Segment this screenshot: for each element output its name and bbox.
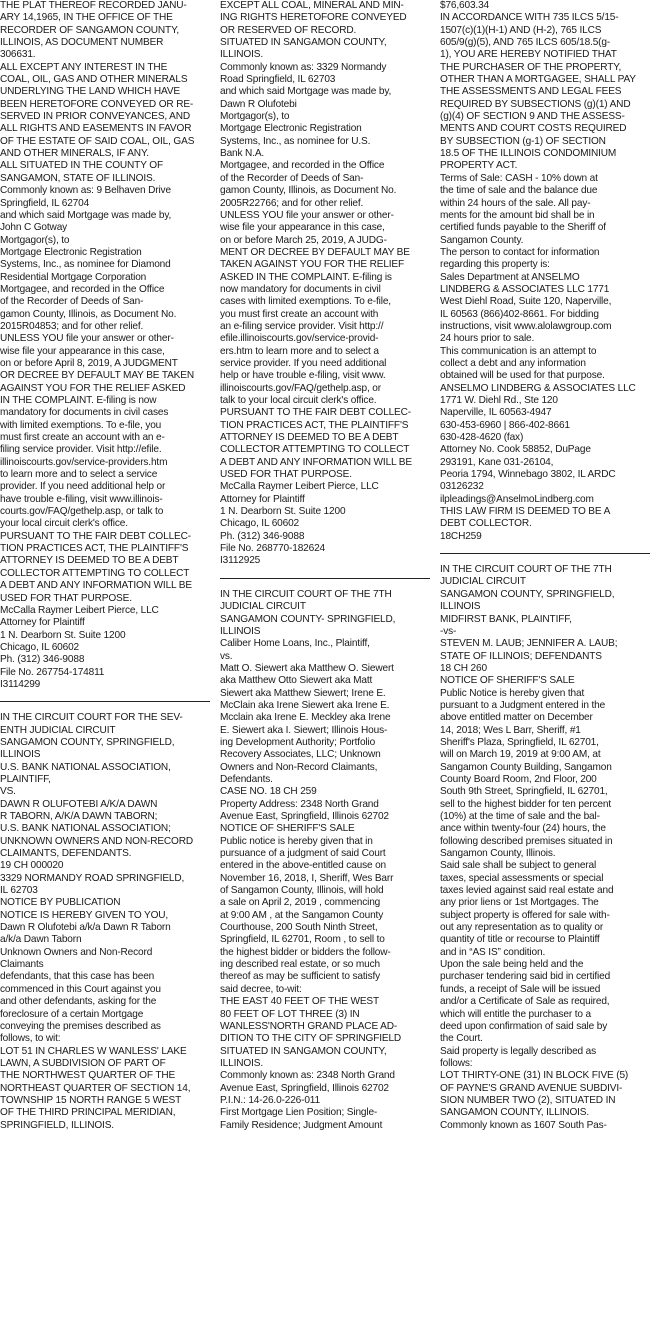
notice-text-line: SITUATED IN SANGAMON COUNTY, (220, 37, 387, 49)
notice-text-line: PROPERTY ACT. (440, 160, 518, 172)
notice-text-line: R TABORN, A/K/A DAWN TABORN; (0, 811, 158, 822)
notice-text-line: BEEN HERETOFORE CONVEYED OR RE- (0, 98, 194, 110)
notice-text-line: The person to contact for information (440, 246, 600, 258)
notice-text-line: PURSUANT TO THE FAIR DEBT COLLEC- (220, 407, 411, 419)
notice-text-line: OTHER THAN A MORTGAGEE, SHALL PAY (440, 74, 636, 86)
notice-text-line: Road Springfield, IL 62703 (220, 74, 336, 86)
notice-text-line: LINDBERG & ASSOCIATES LLC 1771 (440, 283, 610, 295)
notice-text-line: a sale on April 2, 2019 , commencing (220, 897, 381, 909)
notice-text-line: cases with limited exemptions. To e-file, (220, 296, 391, 308)
notice-text-line: and/or a Certificate of Sale as required, (440, 996, 610, 1008)
notice-text-line: Upon the sale being held and the (440, 959, 584, 971)
notice-text-line: instructions, visit www.alolawgroup.com (440, 320, 612, 332)
notice-text-line: IN THE CIRCUIT COURT OF THE 7TH (220, 588, 392, 600)
notice-text-line: at 9:00 AM , at the Sangamon County (220, 909, 384, 921)
notice-text-line: MENT OR DECREE BY DEFAULT MAY BE (220, 246, 410, 258)
notice-text-line: OR DECREE BY DEFAULT MAY BE TAKEN (0, 370, 194, 382)
notice-text-line: 1 N. Dearborn St. Suite 1200 (220, 506, 346, 518)
notice-text-line: Peoria 1794, Winnebago 3802, IL ARDC (440, 469, 616, 481)
notice-text-line: conveying the premises described as (0, 1020, 161, 1032)
notice-text-line: 03126232 (440, 481, 484, 493)
notice-text-line: SANGAMON COUNTY, SPRINGFIELD, (0, 736, 175, 748)
notice-text-line: follows, to wit: (0, 1033, 61, 1045)
legal-notice (440, 564, 652, 1132)
legal-notice (440, 0, 652, 543)
notice-text-line: 630-453-6960 | 866-402-8661 (440, 419, 570, 431)
notice-text-line: DEBT COLLECTOR. (440, 518, 532, 530)
notice-text-line: USED FOR THAT PURPOSE. (220, 469, 352, 481)
notice-text-line: THIS LAW FIRM IS DEEMED TO BE A (440, 506, 611, 518)
notice-divider (440, 553, 650, 554)
notice-text-line: efile.illinoiscourts.gov/service-provid- (220, 333, 379, 345)
notice-text-line: aka Matthew Otto Siewert aka Matt (220, 675, 373, 687)
notice-text-line: illinoiscourts.gov/FAQ/gethelp.asp, or (220, 382, 381, 394)
notice-text-line: Matt O. Siewert aka Matthew O. Siewert (220, 662, 394, 674)
notice-text-line: illinoiscourts.gov/service-providers.htm (0, 456, 168, 468)
notice-text-line: WANLESS'NORTH GRAND PLACE AD- (220, 1020, 398, 1032)
notice-text-line: (g)(4) OF SECTION 9 AND THE ASSESS- (440, 111, 625, 123)
notice-text-line: McClain aka Irene Siewert aka Irene E. (220, 699, 390, 711)
notice-text-line: above entitled matter on December (440, 712, 593, 724)
notice-text-line: This communication is an attempt to (440, 345, 597, 357)
notice-text-line: THE EAST 40 FEET OF THE WEST (220, 996, 380, 1008)
notice-text-line: IN THE CIRCUIT COURT OF THE 7TH (440, 564, 612, 576)
notice-text-line: Mortgagee, and recorded in the Office (0, 283, 165, 295)
notice-text-line: SITUATED IN SANGAMON COUNTY, (220, 1045, 387, 1057)
notice-text-line: LOT THIRTY-ONE (31) IN BLOCK FIVE (5) (440, 1070, 629, 1082)
notice-text-line: SANGAMON COUNTY, SPRINGFIELD, (440, 588, 615, 600)
notice-text-line: File No. 268770-182624 (220, 543, 326, 555)
notice-text-line: ALL SITUATED IN THE COUNTY OF (0, 160, 163, 172)
notice-text-line: DAWN R OLUFOTEBI A/K/A DAWN (0, 798, 158, 810)
notice-text-line: Claimants (0, 959, 44, 971)
notice-text-line: BY SUBSECTION (g-1) OF SECTION (440, 135, 606, 147)
notice-text-line: John C Gotway (0, 222, 68, 234)
notice-text-line: Mortgage Electronic Registration (0, 246, 142, 258)
notice-text-line: vs. (220, 650, 233, 662)
notice-text-line: Chicago, IL 60602 (0, 641, 80, 653)
notice-text-line: Residential Mortgage Corporation (0, 271, 147, 283)
notice-text-line: SERVED IN PRIOR CONVEYANCES, AND (0, 111, 191, 123)
notice-text-line: COLLECTOR ATTEMPTING TO COLLECT (220, 444, 410, 456)
notice-text-line: JUDICIAL CIRCUIT (220, 601, 306, 613)
notice-divider (0, 701, 210, 702)
notice-text-line: Mcclain aka Irene E. Meckley aka Irene (220, 712, 391, 724)
column-3 (440, 0, 652, 1332)
notice-text-line: filing service provider. Visit http://efile. (0, 444, 162, 456)
notice-text-line: wise file your appearance in this case, (0, 345, 165, 357)
notice-text-line: sell to the highest bidder for ten percent (440, 798, 612, 810)
notice-text-line: NOTICE IS HEREBY GIVEN TO YOU, (0, 909, 169, 921)
notice-text-line: I3114299 (0, 678, 41, 690)
notice-text-line: Attorney for Plaintiff (0, 617, 85, 629)
notice-text-line: OF THE ESTATE OF SAID COAL, OIL, GAS (0, 135, 195, 147)
notice-text-line: A DEBT AND ANY INFORMATION WILL BE (220, 456, 412, 468)
notice-text-line: Sales Department at ANSELMO (440, 271, 580, 283)
notice-text-line: ing described real estate, or so much (220, 959, 380, 971)
notice-text-line: McCalla Raymer Leibert Pierce, LLC (220, 481, 379, 493)
notice-text-line: AND OTHER MINERALS, IF ANY. (0, 148, 149, 160)
notice-text-line: taxes levied against said real estate and (440, 885, 614, 897)
notice-text-line: LAWN, A SUBDIVISION OF PART OF (0, 1057, 166, 1069)
notice-text-line: of the Recorder of Deeds of San- (220, 172, 364, 184)
notice-text-line: DITION TO THE CITY OF SPRINGFIELD (220, 1033, 402, 1045)
legal-notice (0, 712, 212, 1132)
notice-text-line: IL 62703 (0, 885, 38, 897)
notice-text-line: ing Development Authority; Portfolio (220, 736, 376, 748)
notice-text-line: Systems, Inc., as nominee for U.S. (220, 135, 371, 147)
notice-text-line: THE NORTHWEST QUARTER OF THE (0, 1070, 176, 1082)
notice-text-line: out any representation as to quality or (440, 922, 604, 934)
notice-text-line: Family Residence; Judgment Amount (220, 1119, 383, 1131)
notice-text-line: South 9th Street, Springfield, IL 62701, (440, 786, 608, 798)
notice-text-line: Avenue East, Springfield, Illinois 62702 (220, 1082, 389, 1094)
notice-text-line: must first create an account with an e- (0, 432, 165, 444)
notice-text-line: Sheriff's Plaza, Springfield, IL 62701, (440, 736, 599, 748)
notice-text-line: TION PRACTICES ACT, THE PLAINTIFF'S (0, 543, 189, 555)
notice-text-line: RECORDER OF SANGAMON COUNTY, (0, 24, 179, 36)
notice-text-line: REQUIRED BY SUBSECTIONS (g)(1) AND (440, 98, 631, 110)
notice-text-line: Defendants. (220, 773, 273, 785)
notice-text-line: SION NUMBER TWO (2), SITUATED IN (440, 1094, 616, 1106)
notice-text-line: THE PURCHASER OF THE PROPERTY, (440, 61, 622, 73)
notice-text-line: subject property is offered for sale with- (440, 909, 610, 921)
notice-text-line: E. Siewert aka I. Siewert; Illinois Hous- (220, 724, 388, 736)
notice-text-line: Mortgagee, and recorded in the Office (220, 160, 385, 172)
notice-text-line: Ph. (312) 346-9088 (0, 654, 85, 666)
notice-text-line: 18 CH 260 (440, 662, 487, 674)
notice-text-line: OR RESERVED OF RECORD. (220, 24, 357, 36)
notice-text-line: 293191, Kane 031-26104, (440, 456, 554, 468)
notice-text-line: said decree, to-wit: (220, 983, 302, 995)
notice-text-line: on or before April 8, 2019, A JUDGMENT (0, 357, 178, 369)
notice-text-line: ENTH JUDICIAL CIRCUIT (0, 724, 116, 736)
notice-text-line: ILLINOIS (220, 625, 261, 637)
notice-text-line: pursuant to a Judgment entered in the (440, 699, 606, 711)
notice-text-line: ilpleadings@AnselmoLindberg.com (440, 493, 594, 505)
notice-text-line: Said property is legally described as (440, 1045, 597, 1057)
notice-text-line: Springfield, IL 62704 (0, 197, 90, 209)
notice-text-line: Mortgagor(s), to (220, 111, 290, 123)
notice-text-line: mandatory for documents in civil cases (0, 407, 169, 419)
notice-text-line: UNKNOWN OWNERS AND NON-RECORD (0, 835, 194, 847)
legal-notice (220, 0, 432, 568)
notice-text-line: 2005R22766; and for other relief. (220, 197, 364, 209)
notice-text-line: the time of sale and the balance due (440, 185, 598, 197)
notice-text-line: NOTICE OF SHERIFF'S SALE (440, 675, 575, 687)
notice-text-line: ATTORNEY IS DEEMED TO BE A DEBT (0, 555, 179, 567)
notice-text-line: Mortgagor(s), to (0, 234, 70, 246)
notice-text-line: Owners and Non-Record Claimants, (220, 761, 378, 773)
notice-text-line: defendants, that this case has been (0, 971, 155, 983)
notice-text-line: Commonly known as: 9 Belhaven Drive (0, 185, 171, 197)
notice-text-line: West Diehl Road, Suite 120, Naperville, (440, 296, 612, 308)
notice-text-line: 306631. (0, 49, 36, 61)
notice-text-line: quantity of title or recourse to Plaintiff (440, 934, 600, 946)
notice-text-line: 1507(c)(1)(H-1) AND (H-2), 765 ILCS (440, 24, 602, 36)
notice-text-line: provider. If you need additional help or (0, 481, 166, 493)
notice-text-line: Public notice is hereby given that in (220, 835, 373, 847)
notice-text-line: on or before March 25, 2019, A JUDG- (220, 234, 387, 246)
notice-text-line: 605/9(g)(5), AND 765 ILCS 605/18.5(g- (440, 37, 611, 49)
notice-text-line: (10%) at the time of sale and the bal- (440, 811, 600, 822)
notice-text-line: Mortgage Electronic Registration (220, 123, 362, 135)
notice-text-line: Terms of Sale: CASH - 10% down at (440, 172, 598, 184)
notice-text-line: ARY 14,1965, IN THE OFFICE OF THE (0, 12, 173, 24)
notice-text-line: your local circuit clerk's office. (0, 518, 128, 530)
notice-text-line: and other defendants, asking for the (0, 996, 157, 1008)
notice-text-line: 1771 W. Diehl Rd., Ste 120 (440, 395, 558, 406)
notice-text-line: 1), YOU ARE HEREBY NOTIFIED THAT (440, 49, 617, 61)
notice-text-line: deed upon confirmation of said sale by (440, 1020, 608, 1032)
notice-text-line: ANSELMO LINDBERG & ASSOCIATES LLC (440, 382, 636, 394)
notice-text-line: funds, a receipt of Sale will be issued (440, 983, 601, 995)
notice-text-line: Caliber Home Loans, Inc., Plaintiff, (220, 638, 370, 650)
notice-text-line: Avenue East, Springfield, Illinois 62702 (220, 811, 389, 822)
notice-text-line: TION PRACTICES ACT, THE PLAINTIFF'S (220, 419, 409, 431)
notice-text-line: foreclosure of a certain Mortgage (0, 1008, 144, 1020)
notice-text-line: Commonly known as: 2348 North Grand (220, 1070, 395, 1082)
notice-text-line: 24 hours prior to sale. (440, 333, 535, 345)
notice-text-line: THE ASSESSMENTS AND LEGAL FEES (440, 86, 622, 98)
notice-text-line: $76,603.34 (440, 0, 490, 11)
notice-text-line: Chicago, IL 60602 (220, 518, 300, 530)
notice-text-line: certified funds payable to the Sheriff of (440, 222, 606, 234)
notice-text-line: ance within twenty-four (24) hours, the (440, 823, 606, 835)
notice-text-line: ILLINOIS (0, 749, 41, 761)
notice-text-line: Recovery Associates, LLC; Unknown (220, 749, 381, 761)
notice-text-line: Springfield, IL 62701, Room , to sell to (220, 934, 385, 946)
notice-text-line: Dawn R Olufotebi a/k/a Dawn R Taborn (0, 922, 171, 934)
notice-text-line: with limited exemptions. To e-file, you (0, 419, 162, 431)
notice-text-line: First Mortgage Lien Position; Single- (220, 1107, 378, 1119)
notice-text-line: CASE NO. 18 CH 259 (220, 786, 317, 798)
notice-text-line: 18.5 OF THE ILLINOIS CONDOMINIUM (440, 148, 617, 160)
notice-text-line: Naperville, IL 60563-4947 (440, 407, 552, 419)
notice-text-line: Systems, Inc., as nominee for Diamond (0, 259, 171, 271)
notice-text-line: 80 FEET OF LOT THREE (3) IN (220, 1008, 360, 1020)
notice-text-line: NOTICE OF SHERIFF'S SALE (220, 823, 355, 835)
notice-text-line: ILLINOIS. (220, 49, 263, 61)
notice-text-line: have trouble e-filing, visit www.illinois- (0, 493, 163, 505)
notice-text-line: SPRINGFIELD, ILLINOIS. (0, 1119, 114, 1131)
notice-text-line: STATE OF ILLINOIS; DEFENDANTS (440, 650, 602, 662)
notice-text-line: and which said Mortgage was made by, (220, 86, 392, 98)
notice-text-line: EXCEPT ALL COAL, MINERAL AND MIN- (220, 0, 404, 11)
notice-text-line: ILLINOIS (440, 601, 481, 613)
notice-text-line: County Board Room, 2nd Floor, 200 (440, 773, 597, 785)
notice-text-line: the highest bidder or bidders the follow- (220, 946, 391, 958)
notice-text-line: ers.htm to learn more and to select a (220, 345, 379, 357)
notice-text-line: JUDICIAL CIRCUIT (440, 576, 526, 588)
notice-text-line: THE PLAT THEREOF RECORDED JANU- (0, 0, 187, 11)
notice-text-line: VS. (0, 786, 16, 798)
notice-text-line: taxes, special assessments or special (440, 872, 604, 884)
notice-text-line: commenced in this Court against you (0, 983, 161, 995)
notice-text-line: of Sangamon County, Illinois, will hold (220, 885, 384, 897)
notice-text-line: ALL RIGHTS AND EASEMENTS IN FAVOR (0, 123, 192, 135)
notice-text-line: P.I.N.: 14-26.0-226-011 (220, 1094, 320, 1106)
notice-text-line: PLAINTIFF, (0, 773, 51, 785)
notice-text-line: LOT 51 IN CHARLES W WANLESS' LAKE (0, 1045, 187, 1057)
notice-text-line: Siewert aka Matthew Siewert; Irene E. (220, 687, 386, 699)
notice-text-line: Commonly known as 1607 South Pas- (440, 1119, 607, 1131)
notice-text-line: 630-428-4620 (fax) (440, 432, 524, 444)
notice-text-line: you must first create an account with (220, 308, 379, 320)
notice-text-line: Attorney for Plaintiff (220, 493, 305, 505)
notice-text-line: gamon County, Illinois, as Document No. (0, 308, 177, 320)
notice-text-line: talk to your local circuit clerk's office. (220, 395, 377, 406)
notice-text-line: ALL EXCEPT ANY INTEREST IN THE (0, 61, 168, 73)
notice-text-line: which will entitle the purchaser to a (440, 1008, 591, 1020)
notice-text-line: IN THE CIRCUIT COURT FOR THE SEV- (0, 712, 183, 724)
notice-text-line: Bank N.A. (220, 148, 265, 160)
notice-text-line: COLLECTOR ATTEMPTING TO COLLECT (0, 567, 190, 579)
notice-text-line: COAL, OIL, GAS AND OTHER MINERALS (0, 74, 188, 86)
notice-text-line: help or have trouble e-filing, visit www. (220, 370, 386, 382)
notice-text-line: Dawn R Olufotebi (220, 98, 297, 110)
notice-text-line: Said sale shall be subject to general (440, 860, 597, 872)
notice-text-line: service provider. If you need additional (220, 357, 387, 369)
column-2 (220, 0, 432, 1332)
notice-text-line: 3329 NORMANDY ROAD SPRINGFIELD, (0, 872, 185, 884)
notice-text-line: SANGAMON COUNTY- SPRINGFIELD, (220, 613, 396, 625)
notice-text-line: pursuance of a judgment of said Court (220, 848, 386, 860)
notice-text-line: Ph. (312) 346-9088 (220, 530, 305, 542)
notice-text-line: U.S. BANK NATIONAL ASSOCIATION; (0, 823, 171, 835)
notice-text-line: obtained will be used for that purpose. (440, 370, 605, 382)
notice-text-line: and which said Mortgage was made by, (0, 209, 172, 221)
notice-text-line: wise file your appearance in this case, (220, 222, 385, 234)
notice-text-line: SANGAMON, STATE OF ILLINOIS. (0, 172, 156, 184)
notice-text-line: the Court. (440, 1033, 483, 1045)
notice-text-line: UNLESS YOU file your answer or other- (220, 209, 394, 221)
notice-text-line: SANGAMON COUNTY, ILLINOIS. (440, 1107, 590, 1119)
notice-text-line: Property Address: 2348 North Grand (220, 798, 379, 810)
notice-text-line: ING RIGHTS HERETOFORE CONVEYED (220, 12, 407, 24)
notice-text-line: UNDERLYING THE LAND WHICH HAVE (0, 86, 181, 98)
notice-text-line: IN ACCORDANCE WITH 735 ILCS 5/15- (440, 12, 619, 24)
notice-text-line: to learn more and to select a service (0, 469, 158, 481)
notice-text-line: OF PAYNE'S GRAND AVENUE SUBDIVI- (440, 1082, 623, 1094)
notice-text-line: -vs- (440, 625, 457, 637)
notice-text-line: ILLINOIS. (220, 1057, 263, 1069)
notice-text-line: purchaser tendering said bid in certified (440, 971, 611, 983)
notice-text-line: of the Recorder of Deeds of San- (0, 296, 144, 308)
notice-text-line: ILLINOIS, AS DOCUMENT NUMBER (0, 37, 164, 49)
notice-text-line: TAKEN AGAINST YOU FOR THE RELIEF (220, 259, 405, 271)
notice-text-line: within 24 hours of the sale. All pay- (440, 197, 591, 209)
notice-text-line: A DEBT AND ANY INFORMATION WILL BE (0, 580, 192, 592)
notice-text-line: follows: (440, 1057, 473, 1069)
notice-text-line: NORTHEAST QUARTER OF SECTION 14, (0, 1082, 191, 1094)
legal-notice (220, 589, 432, 1132)
notice-text-line: TOWNSHIP 15 NORTH RANGE 5 WEST (0, 1094, 182, 1106)
notice-text-line: Public Notice is hereby given that (440, 687, 585, 699)
notice-text-line: Attorney No. Cook 58852, DuPage (440, 444, 591, 456)
notice-text-line: MIDFIRST BANK, PLAINTIFF, (440, 613, 572, 625)
notice-text-line: courts.gov/FAQ/gethelp.asp, or talk to (0, 506, 164, 518)
notice-text-line: CLAIMANTS, DEFENDANTS. (0, 848, 132, 860)
notice-text-line: and in “AS IS” condition. (440, 946, 546, 958)
notice-text-line: will on March 19, 2019 at 9:00 AM, at (440, 749, 601, 761)
notice-text-line: ASKED IN THE COMPLAINT. E-filing is (220, 271, 392, 283)
notice-text-line: IN THE COMPLAINT. E-filing is now (0, 395, 157, 406)
notice-text-line: STEVEN M. LAUB; JENNIFER A. LAUB; (440, 638, 618, 650)
notice-text-line: ments for the amount bid shall be in (440, 209, 595, 221)
notice-text-line: Sangamon County, Illinois. (440, 848, 556, 860)
notice-text-line: USED FOR THAT PURPOSE. (0, 592, 132, 604)
notice-text-line: IL 60563 (866)402-8661. For bidding (440, 308, 599, 320)
notice-text-line: I3112925 (220, 555, 261, 567)
notice-text-line: a/k/a Dawn Taborn (0, 934, 82, 946)
legal-notice (0, 0, 212, 691)
notice-text-line: 18CH259 (440, 530, 482, 542)
notice-text-line: now mandatory for documents in civil (220, 283, 381, 295)
notice-text-line: regarding this property is: (440, 259, 550, 271)
notice-text-line: MENTS AND COURT COSTS REQUIRED (440, 123, 627, 135)
notice-text-line: any prior liens or 1st Mortgages. The (440, 897, 599, 909)
notice-text-line: Sangamon County. (440, 234, 524, 246)
notice-text-line: File No. 267754-174811 (0, 666, 105, 678)
notice-text-line: November 16, 2018, I, Sheriff, Wes Barr (220, 872, 394, 884)
notice-text-line: McCalla Raymer Leibert Pierce, LLC (0, 604, 159, 616)
notice-text-line: Commonly known as: 3329 Normandy (220, 61, 387, 73)
notice-divider (220, 578, 430, 579)
notice-text-line: Unknown Owners and Non-Record (0, 946, 153, 958)
notice-text-line: entered in the above-entitled cause on (220, 860, 387, 872)
notice-text-line: NOTICE BY PUBLICATION (0, 897, 121, 909)
notice-text-line: collect a debt and any information (440, 357, 586, 369)
notice-text-line: 1 N. Dearborn St. Suite 1200 (0, 629, 126, 641)
column-1 (0, 0, 212, 1332)
notice-text-line: an e-filing service provider. Visit http:// (220, 320, 384, 332)
notice-text-line: AGAINST YOU FOR THE RELIEF ASKED (0, 382, 186, 394)
notice-text-line: 19 CH 000020 (0, 860, 64, 872)
notice-text-line: ATTORNEY IS DEEMED TO BE A DEBT (220, 432, 399, 444)
notice-text-line: following described premises situated in (440, 835, 613, 847)
notice-text-line: 14, 2018; Wes L Barr, Sheriff, #1 (440, 724, 581, 736)
notice-text-line: thereof as may be sufficient to satisfy (220, 971, 381, 983)
notice-text-line: Courthouse, 200 South Ninth Street, (220, 922, 378, 934)
notice-text-line: 2015R04853; and for other relief. (0, 320, 144, 332)
notice-text-line: Sangamon County Building, Sangamon (440, 761, 612, 773)
notice-text-line: OF THE THIRD PRINCIPAL MERIDIAN, (0, 1107, 176, 1119)
notice-text-line: PURSUANT TO THE FAIR DEBT COLLEC- (0, 530, 191, 542)
notice-text-line: U.S. BANK NATIONAL ASSOCIATION, (0, 761, 171, 773)
notice-text-line: gamon County, Illinois, as Document No. (220, 185, 397, 197)
notice-text-line: UNLESS YOU file your answer or other- (0, 333, 174, 345)
